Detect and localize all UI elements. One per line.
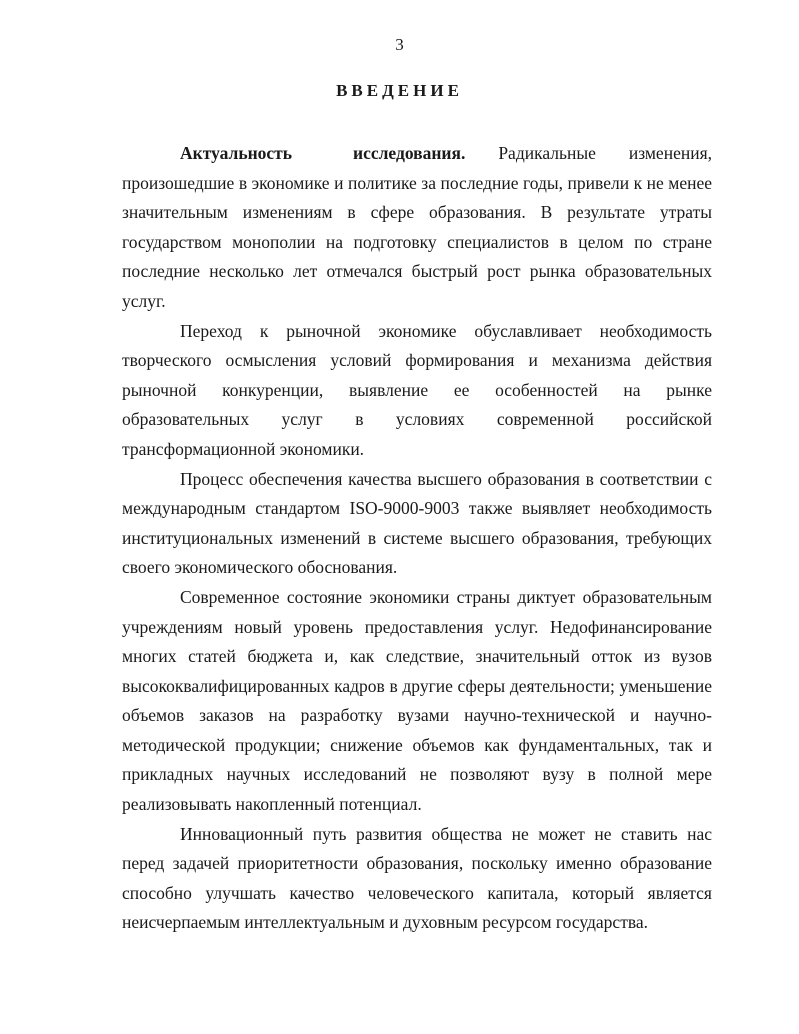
paragraph-lead: Актуальность исследования. [180, 143, 466, 163]
paragraph-relevance [122, 139, 712, 317]
paragraph-innovation: Инновационный путь развития общества не может не ставить нас перед задачей приоритетности образования, поскольку именно образование способно улучшать качество человеческого капитала, который является неисчерпаемым интеллектуальным и духовным ресурсом государства. [122, 823, 712, 933]
body-text [122, 139, 712, 938]
page-number: 3 [395, 35, 404, 54]
paragraph-current-state: Современное состояние экономики страны диктует образовательным учреждениям новый уровень предоставления услуг. Недофинансирование многих статей бюджета и, как следствие, значительный отток из вузов высококвалифицированных кадров в другие сферы деятельности; уменьшение объемов заказов на разработку вузами научно-технической и научно-методической продукции; снижение объемов как фундаментальных, так и прикладных научных исследований не позволяют вузу в полной мере реализовывать накопленный потенциал. [122, 586, 712, 815]
section-heading: ВВЕДЕНИЕ [336, 81, 463, 100]
paragraph-text: Радикальные изменения, произошедшие в экономике и политике за последние годы, привели к не менее значительным изменениям в сфере образования. В результате утраты государством монополии на подготовку специалистов в целом по стране последние несколько лет отмечался быстрый рост рынка образовательных услуг. [122, 143, 712, 311]
paragraph-market-transition: Переход к рыночной экономике обуславливает необходимость творческого осмысления условий формирования и механизма действия рыночной конкуренции, выявление ее особенностей на рынке образовательных услуг в условиях современной российской трансформационной экономики. [122, 320, 712, 459]
paragraph-quality-standard: Процесс обеспечения качества высшего образования в соответствии с международным стандартом ISO-9000-9003 также выявляет необходимость институциональных изменений в системе высшего образования, требующих своего экономического обоснования. [122, 468, 712, 578]
